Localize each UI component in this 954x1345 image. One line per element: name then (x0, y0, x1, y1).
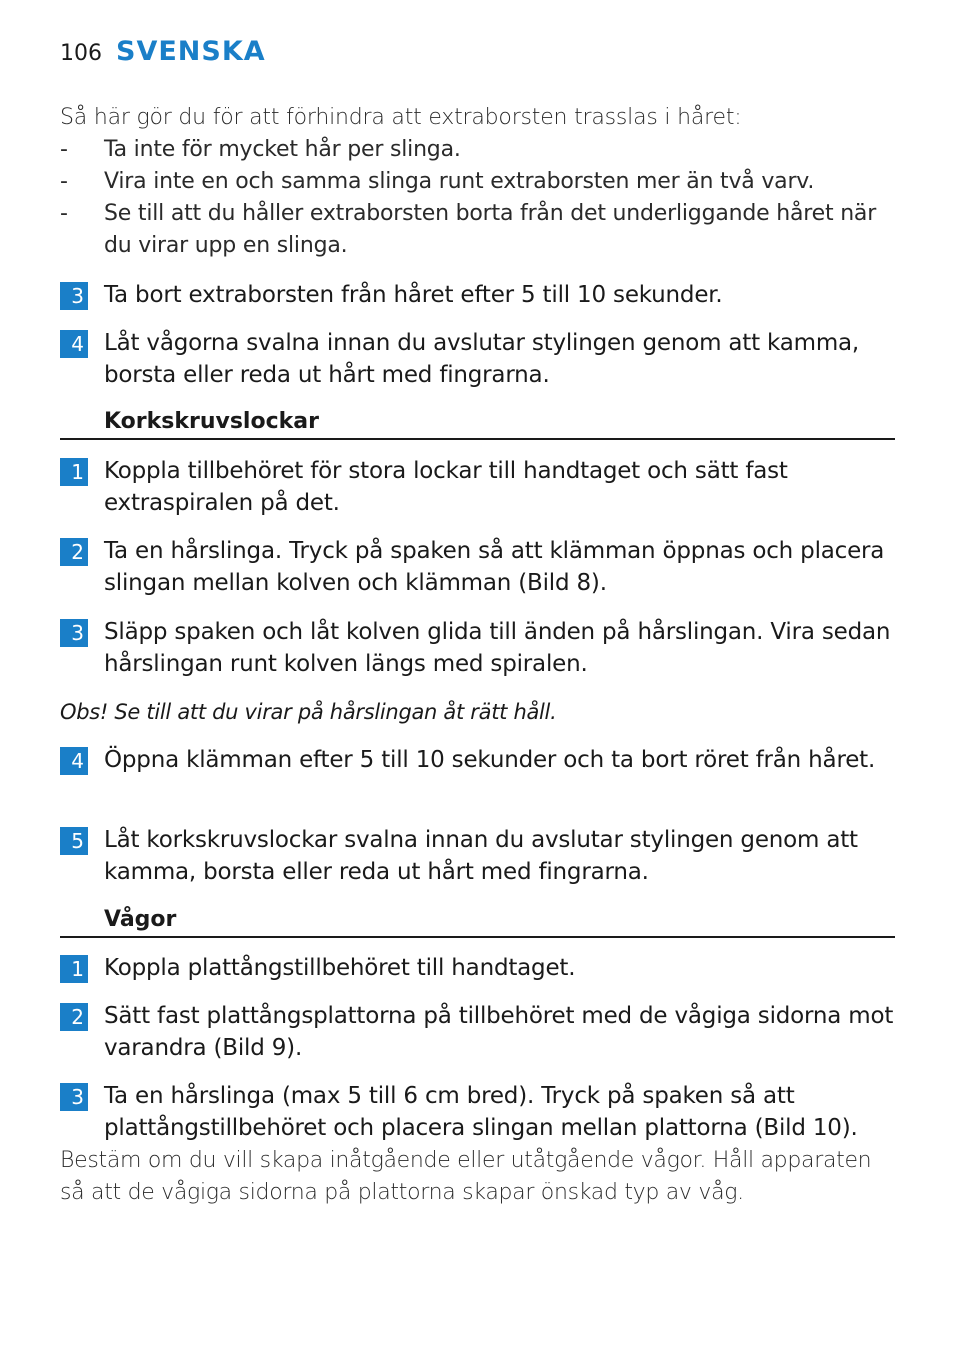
dash-marker: - (60, 201, 68, 226)
step-item (60, 744, 895, 776)
step-text: Ta en hårslinga (max 5 till 6 cm bred). Tryck på spaken så att plattångstillbehöret och placera slingan mellan plattorna (Bild 10). (104, 1083, 858, 1141)
step-text: Ta bort extraborsten från håret efter 5 till 10 sekunder. (104, 282, 723, 308)
list-item-text: Ta inte för mycket hår per slinga. (104, 137, 461, 162)
step-number-badge: 3 (60, 282, 88, 310)
section-title: Vågor (104, 907, 177, 932)
step-text: Låt vågorna svalna innan du avslutar stylingen genom att kamma, borsta eller reda ut hårt med fingrarna. (104, 330, 860, 388)
step-item (60, 455, 895, 519)
note-text: Obs! Se till att du virar på hårslingan åt rätt håll. (60, 700, 557, 724)
list-item-text: Se till att du håller extraborsten borta från det underliggande håret när du virar upp en slinga. (104, 201, 877, 258)
step-item (60, 327, 895, 391)
language-heading: SVENSKA (116, 36, 266, 67)
page-header (60, 36, 266, 72)
list-item (60, 198, 895, 262)
step-number-badge: 1 (60, 458, 88, 486)
step-number-badge: 1 (60, 955, 88, 983)
dash-marker: - (60, 169, 68, 194)
section-heading-korkskruv (60, 406, 895, 440)
list-item (60, 166, 895, 198)
step-number-badge: 4 (60, 330, 88, 358)
step-number-badge: 2 (60, 538, 88, 566)
intro-block (60, 102, 895, 262)
step-text: Koppla plattångstillbehöret till handtaget. (104, 955, 576, 981)
step-item (60, 952, 895, 984)
step-text: Sätt fast plattångsplattorna på tillbehöret med de vågiga sidorna mot varandra (Bild 9). (104, 1003, 894, 1061)
step-text: Släpp spaken och låt kolven glida till änden på hårslingan. Vira sedan hårslingan runt kolven längs med spiralen. (104, 619, 891, 677)
step-item (60, 1080, 895, 1144)
step-text: Koppla tillbehöret för stora lockar till handtaget och sätt fast extraspiralen på det. (104, 458, 788, 516)
page-number: 106 (60, 41, 102, 66)
list-item-text: Vira inte en och samma slinga runt extraborsten mer än två varv. (104, 169, 815, 194)
step-item (60, 279, 895, 311)
body-paragraph: Bestäm om du vill skapa inåtgående eller utåtgående vågor. Håll apparaten så att de vågiga sidorna på plattorna skapar önskad typ av våg. (60, 1148, 872, 1205)
step-number-badge: 5 (60, 827, 88, 855)
intro-text: Så här gör du för att förhindra att extraborsten trasslas i håret: (60, 105, 742, 130)
step-number-badge: 2 (60, 1003, 88, 1031)
step-number-badge: 3 (60, 1083, 88, 1111)
list-item (60, 134, 895, 166)
step-number-badge: 4 (60, 747, 88, 775)
step-item (60, 824, 895, 888)
dash-marker: - (60, 137, 68, 162)
step-text: Ta en hårslinga. Tryck på spaken så att klämman öppnas och placera slingan mellan kolven och klämman (Bild 8). (104, 538, 885, 596)
step-text: Låt korkskruvslockar svalna innan du avslutar stylingen genom att kamma, borsta eller reda ut hårt med fingrarna. (104, 827, 858, 885)
step-item (60, 535, 895, 599)
step-number-badge: 3 (60, 619, 88, 647)
step-item (60, 616, 895, 680)
section-heading-vagor (60, 904, 895, 938)
section-title: Korkskruvslockar (104, 409, 319, 434)
step-text: Öppna klämman efter 5 till 10 sekunder och ta bort röret från håret. (104, 747, 876, 773)
step-item (60, 1000, 895, 1064)
